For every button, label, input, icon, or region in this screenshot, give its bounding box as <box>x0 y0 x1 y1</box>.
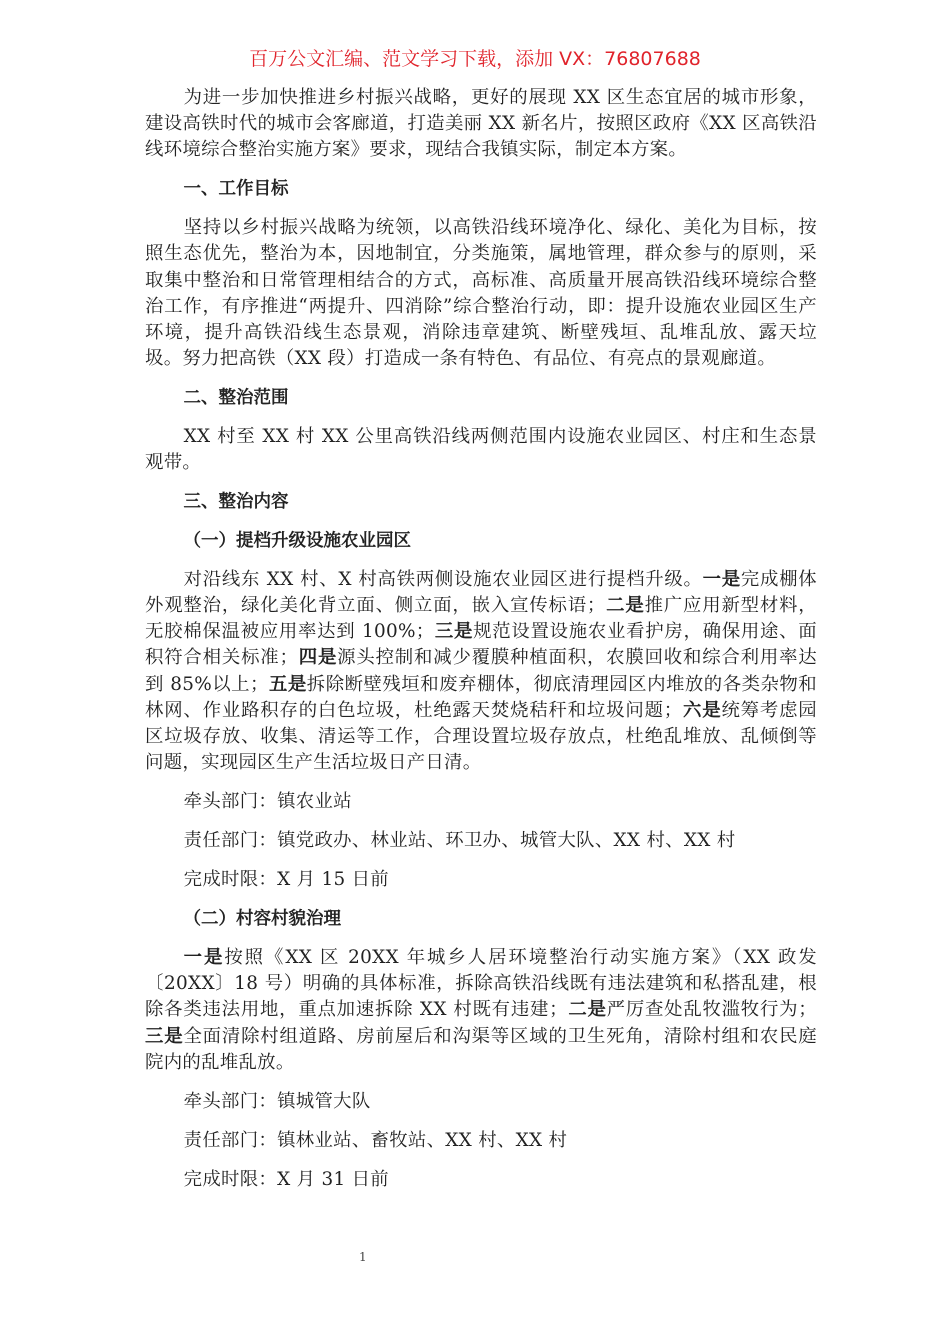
section-heading <box>145 906 817 932</box>
bold-lead-text: 三是 <box>145 1025 184 1047</box>
text-run: 责任部门：镇林业站、畜牧站、XX 村、XX 村 <box>183 1129 568 1151</box>
text-run: （一）提档升级设施农业园区 <box>183 531 411 552</box>
section-heading <box>145 489 817 515</box>
text-run: 为进一步加快推进乡村振兴战略，更好的展现 XX 区生态宜居的城市形象，建设高铁时代的城市会客廊道，打造美丽 XX 新名片，按照区政府《XX 区高铁沿线环境综合整治实施方案》要求，现结合我镇实际，制定本方案。 <box>145 87 817 161</box>
paragraph <box>145 567 817 777</box>
paragraph <box>145 85 817 164</box>
paragraph <box>145 215 817 372</box>
text-run: 三、整治内容 <box>183 492 289 513</box>
text-run: 责任部门：镇党政办、林业站、环卫办、城管大队、XX 村、XX 村 <box>183 830 736 852</box>
paragraph <box>145 1128 817 1154</box>
text-run: 完成时限：X 月 31 日前 <box>183 1168 389 1190</box>
bold-lead-text: 六是 <box>682 699 722 721</box>
paragraph <box>145 424 817 476</box>
text-run: 拆除断壁残垣和废弃棚体，彻底清理园区内堆放的各类杂物和林网、作业路积存的白色垃圾，杜绝露天焚烧秸秆和垃圾问题； <box>145 673 818 721</box>
text-run: 规范设置设施农业看护房，确保用途、面积符合相关标准； <box>145 621 818 669</box>
bold-lead-text: 二是 <box>567 999 607 1021</box>
bold-lead-text: 四是 <box>298 647 338 669</box>
bold-lead-text: 二是 <box>605 595 645 617</box>
paragraph <box>145 945 817 1076</box>
section-heading <box>145 176 817 202</box>
text-run: 完成时限：X 月 15 日前 <box>183 869 389 891</box>
section-heading <box>145 528 817 554</box>
text-run: 坚持以乡村振兴战略为统领，以高铁沿线环境净化、绿化、美化为目标，按照生态优先，整治为本，因地制宜，分类施策，属地管理，群众参与的原则，采取集中整治和日常管理相结合的方式，高标准、高质量开展高铁沿线环境综合整治工作，有序推进“两提升、四消除”综合整治行动，即：提升设施农业园区生产环境，提升高铁沿线生态景观，消除违章建筑、断壁残垣、乱堆乱放、露天垃圾。努力把高铁（XX 段）打造成一条有特色、有品位、有亮点的景观廊道。 <box>145 217 817 370</box>
bold-lead-text: 五是 <box>268 673 307 695</box>
text-run: 二、整治范围 <box>183 388 289 409</box>
bold-lead-text: 三是 <box>434 621 474 643</box>
paragraph <box>145 789 817 815</box>
paragraph <box>145 1089 817 1115</box>
text-run: 一、工作目标 <box>183 179 289 200</box>
section-heading <box>145 385 817 411</box>
text-run: 按照《XX 区 20XX 年城乡人居环境整治行动实施方案》（XX 政发〔20XX〕18 号）明确的具体标准，拆除高铁沿线既有违法建筑和私搭乱建，根除各类违法用地，重点加速拆除 XX 村既有违建； <box>145 947 818 1021</box>
bold-lead-text: 一是 <box>183 947 225 969</box>
text-run: 牵头部门：镇城管大队 <box>183 1090 371 1112</box>
text-run: 牵头部门：镇农业站 <box>183 791 352 813</box>
paragraph <box>145 867 817 893</box>
page-number: 1 <box>359 1250 367 1264</box>
bold-lead-text: 一是 <box>702 568 741 590</box>
text-run: 全面清除村组道路、房前屋后和沟渠等区域的卫生死角，清除村组和农民庭院内的乱堆乱放。 <box>145 1025 817 1073</box>
text-run: 对沿线东 XX 村、X 村高铁两侧设施农业园区进行提档升级。 <box>183 568 703 590</box>
text-run: （二）村容村貌治理 <box>183 909 341 930</box>
text-run: XX 村至 XX 村 XX 公里高铁沿线两侧范围内设施农业园区、村庄和生态景观带。 <box>145 426 817 474</box>
text-run: 严厉查处乱牧滥牧行为； <box>606 999 817 1021</box>
text-run: 推广应用新型材料，无胶棉保温被应用率达到 100%； <box>145 595 818 643</box>
text-run: 源头控制和减少覆膜种植面积，农膜回收和综合利用率达到 85%以上； <box>145 647 817 695</box>
document-body <box>145 85 817 1206</box>
watermark-banner: 百万公文汇编、范文学习下载，添加 VX：76807688 <box>249 48 701 70</box>
text-run: 完成棚体外观整治，绿化美化背立面、侧立面，嵌入宣传标语； <box>145 568 817 617</box>
text-run: 统筹考虑园区垃圾存放、收集、清运等工作，合理设置垃圾存放点，杜绝乱堆放、乱倾倒等问题，实现园区生产生活垃圾日产日清。 <box>145 699 817 774</box>
paragraph <box>145 1167 817 1193</box>
paragraph <box>145 828 817 854</box>
